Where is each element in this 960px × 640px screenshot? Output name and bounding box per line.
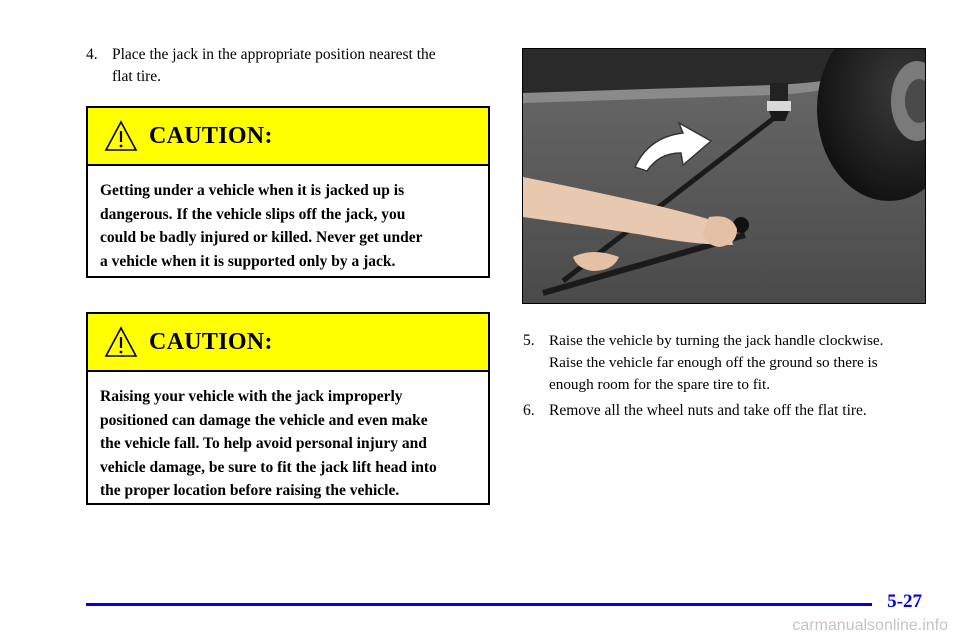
caution-line: the proper location before raising the vehicle. <box>100 482 400 499</box>
jack-illustration <box>523 49 926 304</box>
watermark: carmanualsonline.info <box>792 617 948 634</box>
step-line: Raise the vehicle by turning the jack handle clockwise. <box>549 332 884 349</box>
caution-line: the vehicle fall. To help avoid personal injury and <box>100 435 427 452</box>
caution-box-jack-safety <box>86 106 490 278</box>
step-number: 4. <box>86 46 98 63</box>
step-number: 5. <box>523 332 535 349</box>
caution-line: Raising your vehicle with the jack improperly <box>100 388 403 405</box>
caution-line: dangerous. If the vehicle slips off the jack, you <box>100 205 406 223</box>
step-text <box>549 330 883 396</box>
step-line: Raise the vehicle far enough off the ground so there is <box>549 354 878 371</box>
jack-photo <box>522 48 926 304</box>
warning-triangle-icon <box>104 326 138 358</box>
step-line: enough room for the spare tire to fit. <box>549 376 770 393</box>
caution-line: vehicle damage, be sure to fit the jack lift head into <box>100 458 437 476</box>
caution-line: positioned can damage the vehicle and even make <box>100 411 428 429</box>
caution-body <box>88 166 488 273</box>
caution-header <box>88 314 488 372</box>
warning-triangle-icon <box>104 120 138 152</box>
caution-box-jack-position <box>86 312 490 505</box>
step-text <box>112 44 436 88</box>
caution-line: a vehicle when it is supported only by a jack. <box>100 252 396 270</box>
footer-rule <box>86 603 872 606</box>
caution-line: Getting under a vehicle when it is jacked up is <box>100 182 405 199</box>
caution-body <box>88 372 488 503</box>
caution-title: CAUTION: <box>149 329 273 355</box>
step-number: 6. <box>523 402 535 419</box>
step-line: flat tire. <box>112 68 162 85</box>
page-number: 5-27 <box>887 591 922 612</box>
caution-line: could be badly injured or killed. Never get under <box>100 229 423 246</box>
step-line: Place the jack in the appropriate position nearest the <box>112 46 436 63</box>
step-text <box>549 400 867 422</box>
caution-title: CAUTION: <box>149 123 273 149</box>
step-line: Remove all the wheel nuts and take off the flat tire. <box>549 402 867 419</box>
caution-header <box>88 108 488 166</box>
